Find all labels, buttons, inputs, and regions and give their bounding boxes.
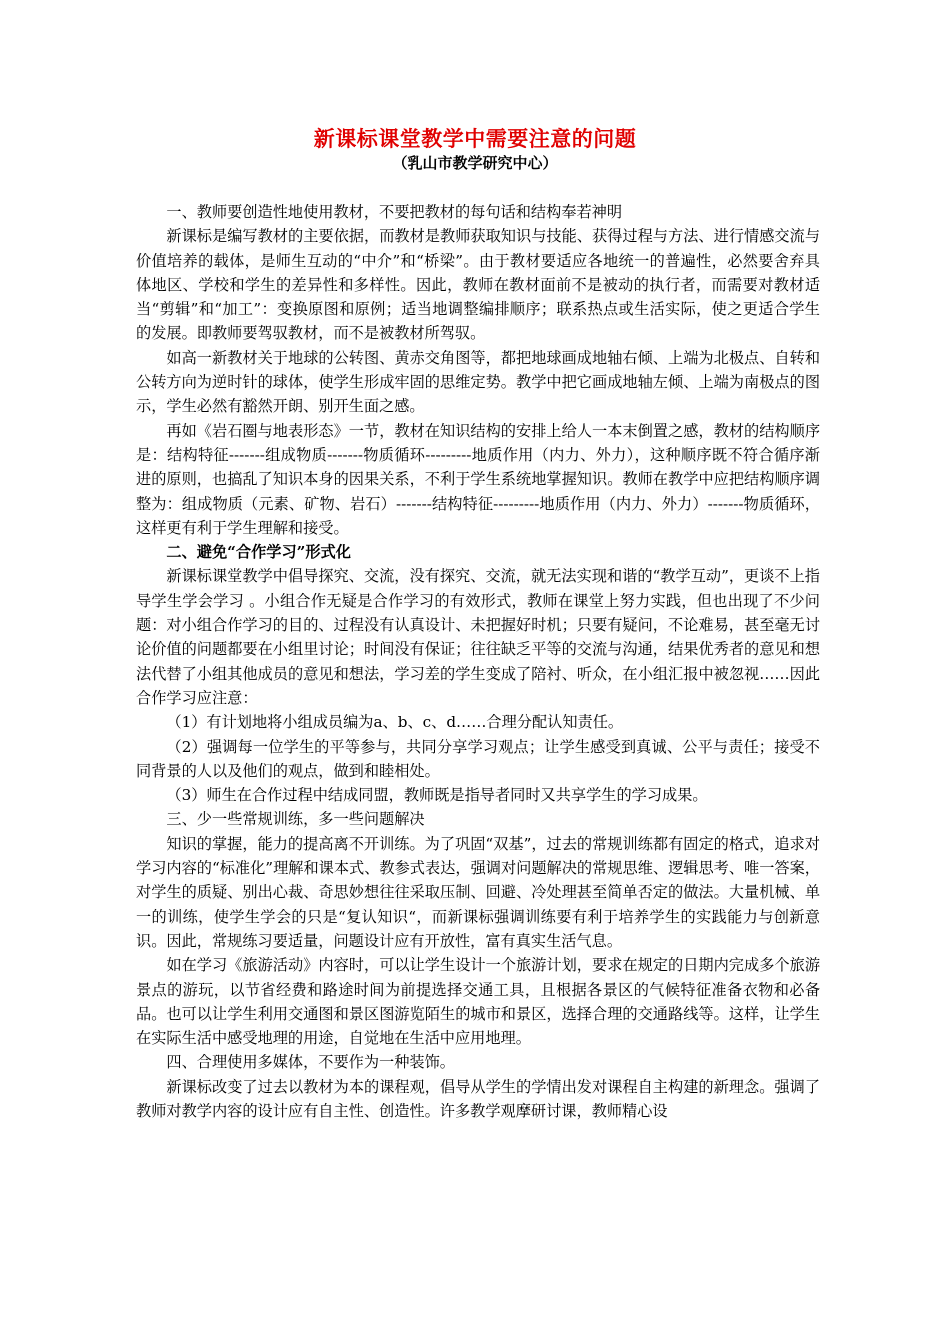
section-heading-3: 三、少一些常规训练，多一些问题解决 <box>166 810 425 829</box>
paragraph: 知识的掌握，能力的提高离不开训练。为了巩固“双基”，过去的常规训练都有固定的格式，追求对学习内容的“标准化”理解和课本式、教参式表达，强调对问题解决的常规思维、逻辑思考、唯一答案，对学生的质疑、别出心裁、奇思妙想往往采取压制、回避、冷处理甚至简单否定的做法。大量机械、单一的训练，使学生学会的只是“复认知识“，而新课标强调训练要有利于培养学生的实践能力与创新意识。因此，常规练习要适量，问题设计应有开放性，富有真实生活气息。 <box>136 834 820 950</box>
list-item: （2）强调每一位学生的平等参与，共同分享学习观点；让学生感受到真诚、公平与责任；接受不同背景的人以及他们的观点，做到和睦相处。 <box>136 737 820 780</box>
section-heading-2: 二、避免“合作学习”形式化 <box>166 543 351 562</box>
document-body <box>136 200 820 1123</box>
paragraph: 新课标改变了过去以教材为本的课程观，倡导从学生的学情出发对课程自主构建的新理念。强调了教师对教学内容的设计应有自主性、创造性。许多教学观摩研讨课，教师精心设 <box>136 1077 820 1120</box>
section-heading-1: 一、教师要创造性地使用教材，不要把教材的每句话和结构奉若神明 <box>166 203 623 221</box>
list-item: （3）师生在合作过程中结成同盟，教师既是指导者同时又共享学生的学习成果。 <box>166 786 708 805</box>
list-item: （1）有计划地将小组成员编为a、b、c、d……合理分配认知责任。 <box>166 713 624 732</box>
section-heading-4: 四、合理使用多媒体，不要作为一种装饰。 <box>166 1053 455 1072</box>
paragraph: 再如《岩石圈与地表形态》一节，教材在知识结构的安排上给人一本末倒置之感，教材的结构顺序是：结构特征-------组成物质-------物质循环---------地质作用（内力、外力），这种顺序既不符合循序渐进的原则，也搞乱了知识本身的因果关系，不利于学生系统地掌握知识。教师在教学中应把结构顺序调整为：组成物质（元素、矿物、岩石）-------结构特征---------地质作用（内力、外力）-------物质循环，这样更有利于学生理解和接受。 <box>136 421 820 537</box>
paragraph: 新课标是编写教材的主要依据，而教材是教师获取知识与技能、获得过程与方法、进行情感交流与价值培养的载体，是师生互动的“中介”和“桥梁”。由于教材要适应各地统一的普遍性，必然要舍弃具体地区、学校和学生的差异性和多样性。因此，教师在教材面前不是被动的执行者，而需要对教材适当“剪辑”和“加工”：变换原图和原例；适当地调整编排顺序；联系热点或生活实际，使之更适合学生的发展。即教师要驾驭教材，而不是被教材所驾驭。 <box>136 227 820 343</box>
paragraph: 新课标课堂教学中倡导探究、交流，没有探究、交流，就无法实现和谐的“教学互动”，更谈不上指导学生学会学习 。小组合作无疑是合作学习的有效形式，教师在课堂上努力实践，但也出现了不少问题：对小组合作学习的目的、过程没有认真设计、未把握好时机；只要有疑问，不论难易，甚至毫无讨论价值的问题都要在小组里讨论；时间没有保证；往往缺乏平等的交流与沟通，结果优秀者的意见和想法代替了小组其他成员的意见和想法，学习差的学生变成了陪衬、听众，在小组汇报中被忽视……因此合作学习应注意： <box>136 567 820 707</box>
document-title: 新课标课堂教学中需要注意的问题 <box>313 126 637 151</box>
paragraph: 如在学习《旅游活动》内容时，可以让学生设计一个旅游计划，要求在规定的日期内完成多个旅游景点的游玩，以节省经费和路途时间为前提选择交通工具，且根据各景区的气候特征准备衣物和必备品。也可以让学生利用交通图和景区图游览陌生的城市和景区，选择合理的交通路线等。这样，让学生在实际生活中感受地理的用途，自觉地在生活中应用地理。 <box>136 956 820 1048</box>
paragraph: 如高一新教材关于地球的公转图、黄赤交角图等，都把地球画成地轴右倾、上端为北极点、自转和公转方向为逆时针的球体，使学生形成牢固的思维定势。教学中把它画成地轴左倾、上端为南极点的图示，学生必然有豁然开朗、别开生面之感。 <box>136 348 820 416</box>
document-subtitle: （乳山市教学研究中心） <box>392 154 558 172</box>
